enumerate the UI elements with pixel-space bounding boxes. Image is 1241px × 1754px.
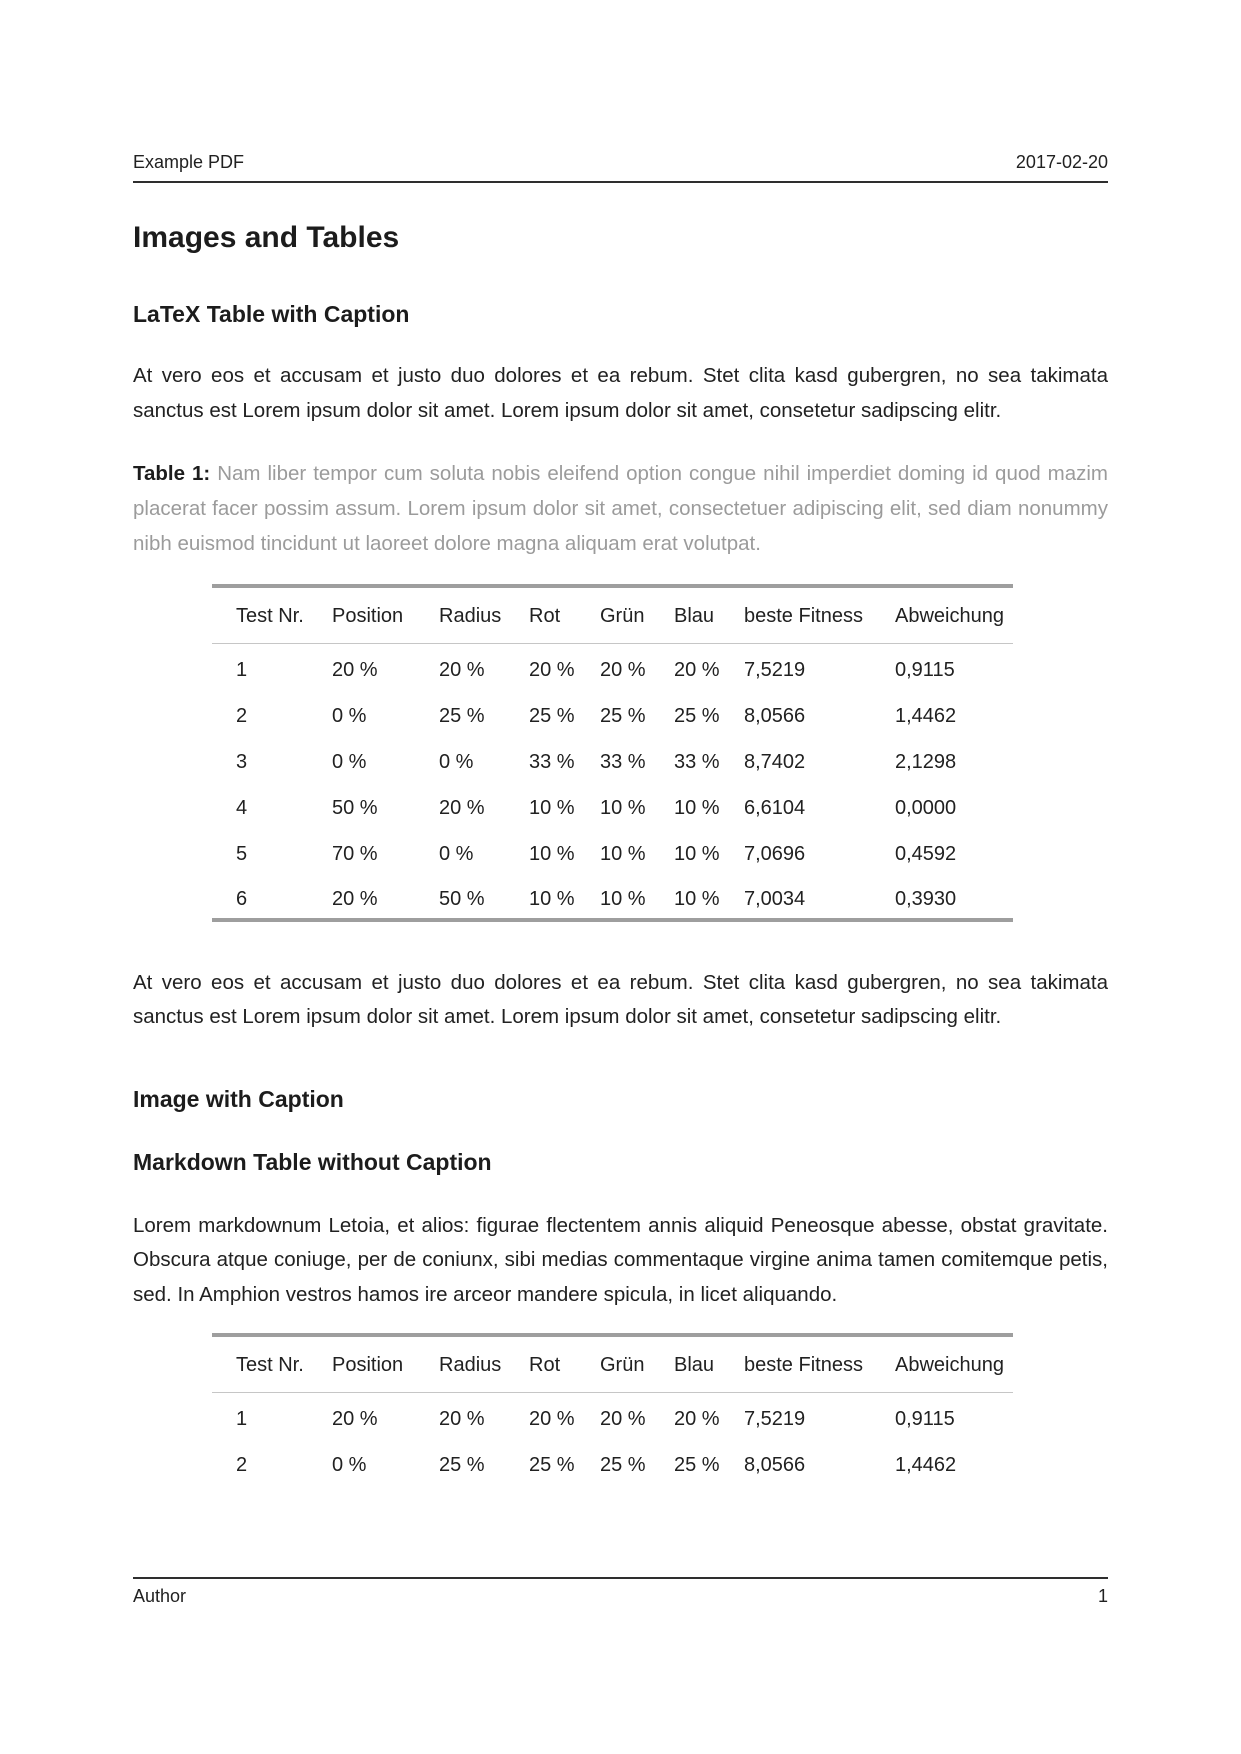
table-cell: 0 %: [332, 751, 367, 773]
section-heading-image: Image with Caption: [133, 1085, 344, 1112]
table-row: [212, 828, 1013, 874]
table-cell: 20 %: [439, 659, 485, 682]
column-header: beste Fitness: [744, 586, 895, 644]
column-header: Radius: [439, 586, 529, 644]
table-cell: 50 %: [439, 888, 485, 910]
table-cell: 25 %: [674, 705, 720, 727]
column-header: Position: [332, 586, 439, 644]
table-row: [212, 736, 1013, 782]
column-header: Test Nr.: [212, 1335, 332, 1393]
table-cell: 0,9115: [895, 659, 955, 682]
table-cell: 10 %: [600, 888, 646, 910]
table-cell: 20 %: [439, 1408, 485, 1431]
paragraph-at-vero-2: At vero eos et accusam et justo duo dolores et ea rebum. Stet clita kasd gubergren, no sea takimata sanctus est Lorem ipsum dolor sit amet. Lorem ipsum dolor sit amet, consetetur sadipscing elitr.: [133, 970, 1108, 1028]
page-header: [133, 151, 1108, 183]
footer-page-number: 1: [1097, 1586, 1108, 1606]
column-header: Abweichung: [895, 1335, 1013, 1393]
table-cell: 0 %: [439, 843, 474, 865]
table-cell: 0,3930: [895, 888, 957, 910]
section-heading-latex-table: LaTeX Table with Caption: [133, 301, 410, 327]
column-header: Rot: [529, 586, 600, 644]
table-cell: 20 %: [332, 659, 378, 682]
column-header: Radius: [439, 1335, 529, 1393]
column-header: Test Nr.: [212, 586, 332, 644]
table-cell: 20 %: [332, 1408, 378, 1431]
table-cell: 33 %: [600, 751, 646, 773]
table-cell: 7,0034: [744, 888, 806, 910]
column-header: beste Fitness: [744, 1335, 895, 1393]
table-cell: 1: [236, 1408, 248, 1431]
table-cell: 1,4462: [895, 705, 957, 727]
section-heading-markdown-table: Markdown Table without Caption: [133, 1148, 492, 1175]
table-cell: 5: [236, 843, 248, 865]
table-cell: 6,6104: [744, 797, 806, 819]
table-cell: 6: [236, 888, 248, 910]
table-cell: 10 %: [600, 797, 646, 819]
column-header: Blau: [674, 586, 744, 644]
table-cell: 20 %: [529, 659, 575, 682]
table-row: [212, 1393, 1013, 1439]
column-header: Grün: [600, 586, 674, 644]
table-row: [212, 1439, 1013, 1485]
table-row: [212, 782, 1013, 828]
table-cell: 1,4462: [895, 1454, 957, 1476]
table-row: [212, 690, 1013, 736]
table-cell: 2: [236, 705, 248, 727]
table-cell: 0 %: [332, 1454, 367, 1476]
table1-caption-label: Table 1:: [133, 462, 211, 485]
table-cell: 25 %: [439, 705, 485, 727]
table-cell: 8,0566: [744, 1454, 806, 1476]
table-cell: 20 %: [600, 659, 646, 682]
table-row: [212, 644, 1013, 690]
table-cell: 0,9115: [895, 1408, 955, 1431]
table-cell: 0 %: [439, 751, 474, 773]
table-cell: 20 %: [600, 1408, 646, 1431]
table-cell: 20 %: [674, 1408, 720, 1431]
table1-caption-text: Nam liber tempor cum soluta nobis eleifend option congue nihil imperdiet doming id quod mazim placerat facer possim assum. Lorem ipsum dolor sit amet, consectetuer adipiscing elit, sed diam nonummy nibh euismod tincidunt ut laoreet dolore magna aliquam erat volutpat.: [133, 462, 1108, 555]
table-cell: 4: [236, 797, 248, 819]
table-cell: 20 %: [529, 1408, 575, 1431]
table-cell: 25 %: [600, 1454, 646, 1476]
header-date: 2017-02-20: [1015, 152, 1108, 172]
table-header-row: [212, 1335, 1013, 1393]
table-cell: 20 %: [439, 797, 485, 819]
footer-author: Author: [133, 1586, 187, 1606]
table-cell: 2,1298: [895, 751, 957, 773]
table-cell: 25 %: [674, 1454, 720, 1476]
table-cell: 25 %: [529, 1454, 575, 1476]
table-cell: 8,0566: [744, 705, 806, 727]
table-cell: 33 %: [529, 751, 575, 773]
table-cell: 33 %: [674, 751, 720, 773]
page-footer: [133, 1577, 1108, 1608]
page-title: Images and Tables: [133, 221, 400, 254]
table-cell: 10 %: [600, 843, 646, 865]
table-header-row: [212, 586, 1013, 644]
table-cell: 25 %: [529, 705, 575, 727]
table-cell: 10 %: [529, 843, 575, 865]
header-document-title: Example PDF: [133, 152, 245, 172]
paragraph-at-vero-1: At vero eos et accusam et justo duo dolores et ea rebum. Stet clita kasd gubergren, no sea takimata sanctus est Lorem ipsum dolor sit amet. Lorem ipsum dolor sit amet, consetetur sadipscing elitr.: [133, 364, 1108, 422]
table-row: [212, 874, 1013, 920]
table-cell: 10 %: [529, 797, 575, 819]
table-cell: 10 %: [529, 888, 575, 910]
table-cell: 1: [236, 659, 248, 682]
table-cell: 7,5219: [744, 659, 806, 682]
table-cell: 10 %: [674, 797, 720, 819]
table-cell: 25 %: [439, 1454, 485, 1476]
table-cell: 20 %: [332, 888, 378, 910]
table-cell: 10 %: [674, 843, 720, 865]
table1-caption: [133, 456, 1108, 561]
latex-table: [212, 584, 1013, 922]
table-cell: 50 %: [332, 797, 378, 819]
table-cell: 7,0696: [744, 843, 806, 865]
table-cell: 7,5219: [744, 1408, 806, 1431]
table-cell: 0,4592: [895, 843, 957, 865]
paragraph-markdownum: Lorem markdownum Letoia, et alios: figurae flectentem annis aliquid Peneosque abesse, obstat gravitate. Obscura atque coniuge, per de coniunx, sibi medias commentaque virgine anima tamen comitemque petis, sed. In Amphion vestros hamos ire arceor mandere spicula, in licet aliquando.: [133, 1213, 1108, 1306]
table-cell: 2: [236, 1454, 248, 1476]
column-header: Grün: [600, 1335, 674, 1393]
table-cell: 20 %: [674, 659, 720, 682]
column-header: Rot: [529, 1335, 600, 1393]
table-cell: 10 %: [674, 888, 720, 910]
markdown-table: [212, 1333, 1013, 1485]
table-cell: 25 %: [600, 705, 646, 727]
table-cell: 3: [236, 751, 248, 773]
column-header: Abweichung: [895, 586, 1013, 644]
table-cell: 8,7402: [744, 751, 806, 773]
table-cell: 0,0000: [895, 797, 957, 819]
column-header: Position: [332, 1335, 439, 1393]
table-cell: 70 %: [332, 843, 378, 865]
table-cell: 0 %: [332, 705, 367, 727]
column-header: Blau: [674, 1335, 744, 1393]
